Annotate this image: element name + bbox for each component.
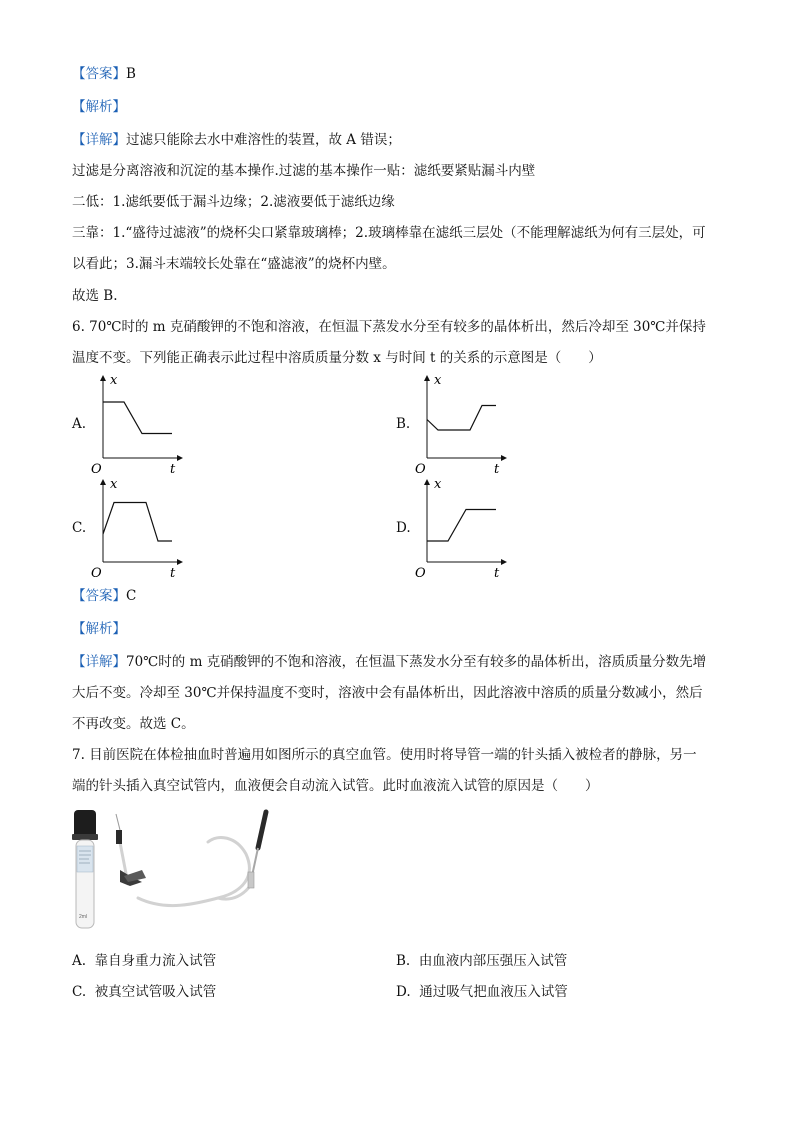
- option-text: 由血液内部压强压入试管: [418, 953, 568, 969]
- q6-detail-line2: 大后不变。冷却至 30℃并保持温度不变时，溶液中会有晶体析出，因此溶液中溶质的质量分数减小，然后: [72, 685, 703, 701]
- x-axis-label: t: [170, 566, 176, 579]
- graph-c-label[interactable]: C.: [72, 520, 87, 536]
- tube-mark: 2ml: [79, 914, 88, 920]
- origin-label: O: [91, 462, 102, 475]
- q6-answer-line: [72, 586, 136, 606]
- graph-a[interactable]: [88, 370, 188, 475]
- option-text: 靠自身重力流入试管: [94, 953, 217, 969]
- y-axis-label: x: [110, 477, 118, 492]
- curve: [103, 402, 172, 434]
- option-label: A.: [72, 953, 87, 969]
- q7-stem-line1: 7. 目前医院在体检抽血时普遍用如图所示的真空血管。使用时将导管一端的针头插入被检者的静脉，另一: [72, 747, 697, 763]
- option-text: 通过吸气把血液压入试管: [419, 984, 568, 1000]
- q5-answer-line: [72, 64, 136, 84]
- y-axis-label: x: [110, 373, 118, 388]
- q5-analysis-tag: 【解析】: [72, 99, 126, 115]
- curve: [103, 503, 172, 542]
- detail-text: 过滤只能除去水中难溶性的装置，故 A 错误；: [126, 132, 401, 148]
- x-axis-label: t: [494, 566, 500, 579]
- x-axis-label: t: [494, 462, 500, 475]
- answer-value: C: [126, 588, 137, 604]
- origin-label: O: [415, 462, 426, 475]
- q6-stem-line2: 温度不变。下列能正确表示此过程中溶质质量分数 x 与时间 t 的关系的示意图是（ ）: [72, 350, 602, 366]
- q7-option-c[interactable]: [72, 982, 216, 1002]
- detail-tag: 【详解】: [72, 132, 126, 148]
- vacuum-blood-collection-figure: [68, 806, 283, 936]
- vacuum-tube: [72, 810, 98, 928]
- answer-tag: 【答案】: [72, 66, 126, 82]
- q6-stem-line1: 6. 70℃时的 m 克硝酸钾的不饱和溶液，在恒温下蒸发水分至有较多的晶体析出，然后冷却至 30℃并保持: [72, 319, 706, 335]
- option-label: B.: [396, 953, 411, 969]
- q7-option-a[interactable]: [72, 951, 216, 971]
- option-text: 被真空试管吸入试管: [94, 984, 217, 1000]
- answer-tag: 【答案】: [72, 588, 126, 604]
- graph-d[interactable]: [412, 474, 512, 579]
- q7-option-d[interactable]: [396, 982, 568, 1002]
- option-label: C.: [72, 984, 87, 1000]
- collection-tubing: [118, 832, 250, 906]
- q5-line5: 以看此；3.漏斗末端较长处靠在“盛滤液”的烧杯内壁。: [72, 256, 396, 272]
- q5-detail-line: [72, 130, 401, 150]
- q5-conclusion: 故选 B.: [72, 288, 118, 304]
- curve: [427, 406, 496, 431]
- origin-label: O: [91, 566, 102, 579]
- holder-needle: [248, 812, 266, 888]
- origin-label: O: [415, 566, 426, 579]
- q5-line3: 二低：1.滤纸要低于漏斗边缘；2.滤液要低于滤纸边缘: [72, 194, 395, 210]
- q6-analysis-tag: 【解析】: [72, 621, 126, 637]
- graph-c[interactable]: [88, 474, 188, 579]
- detail-text: 70℃时的 m 克硝酸钾的不饱和溶液，在恒温下蒸发水分至有较多的晶体析出，溶质质量分数先增: [126, 654, 707, 670]
- graph-d-label[interactable]: D.: [396, 520, 411, 536]
- y-axis-label: x: [434, 373, 442, 388]
- option-label: D.: [396, 984, 411, 1000]
- y-axis-label: x: [434, 477, 442, 492]
- q6-detail-line3: 不再改变。故选 C。: [72, 716, 195, 732]
- graph-b[interactable]: [412, 370, 512, 475]
- graph-b-label[interactable]: B.: [396, 416, 411, 432]
- q7-stem-line2: 端的针头插入真空试管内，血液便会自动流入试管。此时血液流入试管的原因是（ ）: [72, 778, 599, 794]
- answer-value: B: [126, 66, 136, 82]
- x-axis-label: t: [170, 462, 176, 475]
- graph-a-label[interactable]: A.: [72, 416, 87, 432]
- detail-tag: 【详解】: [72, 654, 126, 670]
- q6-detail-line1: [72, 652, 706, 672]
- q5-line4: 三靠：1.“盛待过滤液”的烧杯尖口紧靠玻璃棒；2.玻璃棒靠在滤纸三层处（不能理解滤纸为何有三层处，可: [72, 225, 706, 241]
- q7-option-b[interactable]: [396, 951, 567, 971]
- q5-line2: 过滤是分离溶液和沉淀的基本操作.过滤的基本操作一贴：滤纸要紧贴漏斗内壁: [72, 163, 536, 179]
- curve: [427, 510, 496, 542]
